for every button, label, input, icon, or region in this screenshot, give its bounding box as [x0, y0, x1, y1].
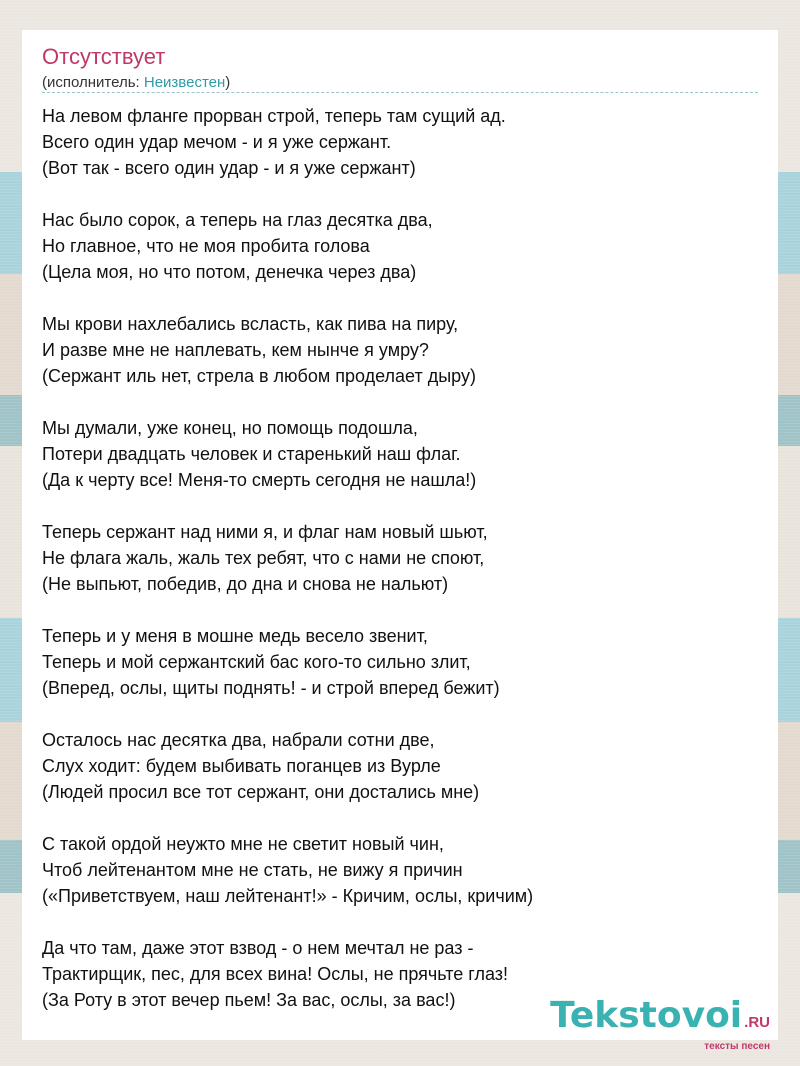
lyrics-line: Нас было сорок, а теперь на глаз десятка два,: [42, 210, 433, 230]
lyrics-line: Потери двадцать человек и старенький наш флаг.: [42, 444, 461, 464]
logo-wordmark: Tekstovoi: [550, 995, 743, 1036]
lyrics-line: Мы думали, уже конец, но помощь подошла,: [42, 418, 418, 438]
lyrics-line: (Вот так - всего один удар - и я уже сержант): [42, 158, 416, 178]
lyrics-line: (Да к черту все! Меня-то смерть сегодня не нашла!): [42, 470, 477, 490]
lyrics-line: С такой ордой неужто мне не светит новый чин,: [42, 834, 444, 854]
lyrics-stanza: [42, 623, 533, 701]
lyrics-line: Мы крови нахлебались всласть, как пива на пиру,: [42, 314, 459, 334]
lyrics-stanza: [42, 311, 533, 389]
lyrics-stanza: [42, 103, 533, 181]
lyrics-stanza: [42, 207, 533, 285]
lyrics-line: Трактирщик, пес, для всех вина! Ослы, не прячьте глаз!: [42, 964, 509, 984]
lyrics-line: И разве мне не наплевать, кем нынче я умру?: [42, 340, 429, 360]
lyrics-line: Чтоб лейтенантом мне не стать, не вижу я причин: [42, 860, 463, 880]
lyrics-line: Слух ходит: будем выбивать поганцев из Вурле: [42, 756, 441, 776]
lyrics-line: (За Роту в этот вечер пьем! За вас, ослы, за вас!): [42, 990, 456, 1010]
logo-tagline: тексты песен: [704, 1041, 770, 1052]
lyrics-line: Осталось нас десятка два, набрали сотни две,: [42, 730, 435, 750]
logo-domain: .RU: [744, 1014, 770, 1031]
lyrics-stanza: [42, 415, 533, 493]
lyrics-line: Да что там, даже этот взвод - о нем мечтал не раз -: [42, 938, 474, 958]
lyrics-line: На левом фланге прорван строй, теперь там сущий ад.: [42, 106, 506, 126]
lyrics-stanza: [42, 935, 533, 1013]
lyrics-line: Теперь сержант над ними я, и флаг нам новый шьют,: [42, 522, 488, 542]
song-title: Отсутствует: [42, 44, 166, 69]
lyrics-card: [22, 30, 778, 1040]
lyrics-text: [42, 103, 533, 1039]
site-logo[interactable]: [550, 995, 770, 1036]
lyrics-stanza: [42, 727, 533, 805]
lyrics-line: Всего один удар мечом - и я уже сержант.: [42, 132, 392, 152]
lyrics-stanza: [42, 831, 533, 909]
lyrics-line: Но главное, что не моя пробита голова: [42, 236, 370, 256]
lyrics-line: («Приветствуем, наш лейтенант!» - Кричим, ослы, кричим): [42, 886, 534, 906]
artist-link[interactable]: Неизвестен: [143, 74, 226, 91]
artist-suffix: ): [225, 74, 231, 91]
lyrics-line: (Цела моя, но что потом, денечка через два): [42, 262, 417, 282]
lyrics-line: Теперь и у меня в мошне медь весело звенит,: [42, 626, 428, 646]
lyrics-line: Теперь и мой сержантский бас кого-то сильно злит,: [42, 652, 471, 672]
lyrics-line: (Сержант иль нет, стрела в любом проделает дыру): [42, 366, 476, 386]
title-divider: [42, 92, 758, 93]
lyrics-stanza: [42, 519, 533, 597]
lyrics-line: (Вперед, ослы, щиты поднять! - и строй вперед бежит): [42, 678, 500, 698]
lyrics-line: Не флага жаль, жаль тех ребят, что с нами не споют,: [42, 548, 485, 568]
artist-line: [42, 74, 230, 91]
lyrics-line: (Не выпьют, победив, до дна и снова не нальют): [42, 574, 449, 594]
lyrics-line: (Людей просил все тот сержант, они достались мне): [42, 782, 480, 802]
artist-prefix: (исполнитель:: [42, 74, 144, 91]
